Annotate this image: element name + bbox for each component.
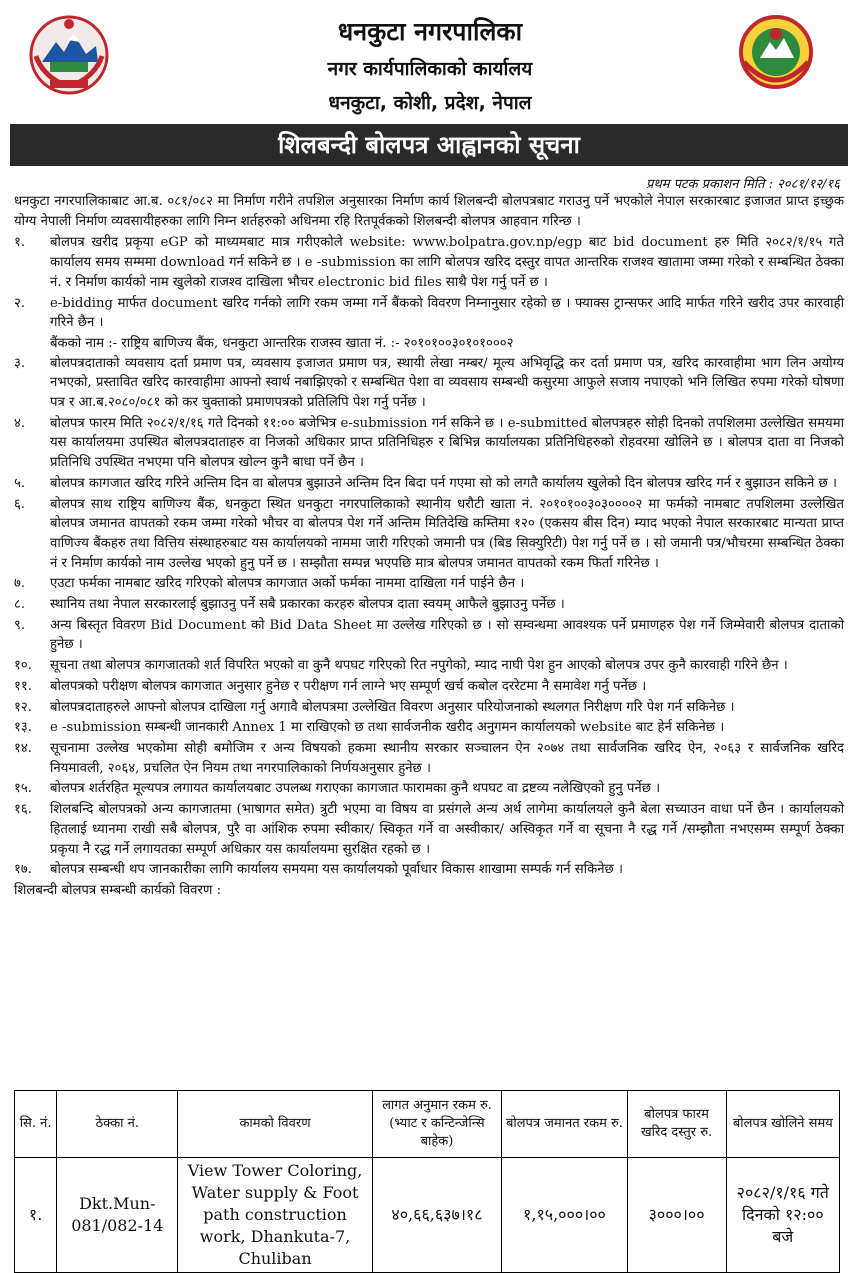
- condition-number: ७.: [14, 576, 26, 592]
- condition-text: सूचना तथा बोलपत्र कागजातको शर्त विपरित भएको वा कुनै थपघट गरिएको रित नपुगेको, म्याद नाघी पेश हुन आएको बोलपत्र उपर कुनै कारवाही गरिने छैन ।: [50, 658, 788, 674]
- condition-text: बोलपत्र खरीद प्रकृया eGP को माध्यमबाट मात्र गरीएकोले website: www.bolpatra.gov.np/egp बाट bid document हरु मिति २०८२/१/१५ गते कार्यालय समय सम्ममा download गर्न सकिने छ । e -submission का लागि बोलपत्र खरिद दस्तुर वापत आन्तरिक राजश्व खातामा जम्मा गरेको र सम्बन्धित ठेक्का नं. र निर्माण कार्यको नाम खुलेको राजश्व दाखिला भौचर electronic bid files साथै पेश गर्नु पर्ने छ ।: [50, 235, 844, 290]
- serial-number-cell: १.: [15, 1158, 57, 1273]
- condition-number: २.: [14, 295, 26, 311]
- column-header: बोलपत्र फारम खरिद दस्तुर रु.: [627, 1091, 726, 1158]
- notice-title: शिलबन्दी बोलपत्र आह्वानको सूचना: [10, 124, 848, 166]
- condition-number: ११.: [14, 678, 32, 694]
- condition-number: १.: [14, 235, 26, 251]
- office-address: धनकुटा, कोशी, प्रदेश, नेपाल: [328, 92, 532, 114]
- condition-text: बोलपत्रदाताहरुले आफ्नो बोलपत्र दाखिला गर्नु अगावै बोलपत्रमा उल्लेखित विवरण अनुसार परियोजनाको स्थलगत निरीक्षण गरि पेश गर्न सकिनेछ ।: [50, 699, 735, 715]
- letterhead: [0, 0, 860, 120]
- intro-paragraph: धनकुटा नगरपालिकाबाट आ.ब. ०८१/०८२ मा निर्माण गरीने तपशिल अनुसारका निर्माण कार्य शिलबन्दी बोलपत्रबाट गराउनु पर्ने भएकोले नेपाल सरकारबाट इजाजत प्राप्त इच्छुक योग्य नेपाली निर्माण व्यवसायीहरुका लागि निम्न शर्तहरुको अधिनमा रहि रितपूर्वकको शिलबन्दी बोलपत्र आहवान गरिन्छ ।: [14, 194, 844, 229]
- table-row: [15, 1158, 840, 1273]
- condition-text: सूचनामा उल्लेख भएकोमा सोही बमोजिम र अन्य विषयको हकमा स्थानीय सरकार सञ्चालन ऐन २०७४ तथा सार्वजनिक खरिद ऐन, २०६३ र सार्वजनिक खरिद नियमावली, २०६४, प्रचलित ऐन नियम तथा नगरपालिकाको निर्णयअनुसार हुनेछ ।: [50, 740, 844, 776]
- cost-estimate-cell: ४०,६६,६३७।१८: [372, 1158, 502, 1273]
- org-name: धनकुटा नगरपालिका: [337, 17, 523, 46]
- condition-text: बोलपत्र शर्तरहित मूल्यपत्र लगायत कार्यालयबाट उपलब्ध गराएका कागजात फारामका कुनै थपघट वा द्रष्टव्य नलेखिएको हुनु पर्नेछ ।: [50, 781, 661, 797]
- condition-number: ८.: [14, 597, 26, 613]
- condition-text: बोलपत्र फारम मिति २०८२/१/१६ गते दिनको ११:०० बजेभित्र e-submission गर्न सकिने छ । e-submitted बोलपत्रहरु सोही दिनको तपशिलमा उल्लेखित समयमा यस कार्यालयमा उपस्थित बोलपत्रदाताहरु वा निजको अधिकार प्राप्त प्रतिनिधिहरु र बिभिन्न कार्यालयका प्रतिनिधिहरुको रोहवरमा खोलिने छ । बोलपत्र दाता वा निजको प्रतिनिधि उपस्थित नभएमा पनि बोलपत्र खोल्न कुनै बाधा पर्ने छैन ।: [50, 415, 844, 471]
- condition-text: बोलपत्र साथ राष्ट्रिय बाणिज्य बैंक, धनकुटा स्थित धनकुटा नगरपालिकाको स्थानीय धरौटी खाता नं. २०१०१००३०३००००२ मा फर्मको नामबाट तपशिलमा उल्लेखित बोलपत्र जमानत वापतको रकम जम्मा गरेको भौचर वा बोलपत्र पेश गर्ने अन्तिम मितिदेखि कम्तिमा १२० (एकसय बीस दिन) म्याद भएको नेपाल सरकारबाट मान्यता प्राप्त वाणिज्य बैंकहरु तथा वित्तिय संस्थाहरुबाट यस कार्यालयको नाममा जारी गरिएको जमानी पत्र (बिड सिक्युरिटी) पेश गर्नु पर्ने छ । सो जमानी पत्र/भौचरमा सम्बन्धित ठेक्का नं र निर्माण कार्यको नाम उल्लेख भएको हुनु पर्ने छ । सम्झौता सम्पन्न भएपछि मात्र बोलपत्र जमानत वापतको रकम फिर्ता गरिनेछ ।: [50, 496, 844, 571]
- condition-item: [14, 574, 844, 594]
- condition-number: १४.: [14, 740, 32, 756]
- condition-text: e-bidding मार्फत document खरिद गर्नको लागि रकम जम्मा गर्ने बैंकको विवरण निम्नानुसार रहेको छ । फ्याक्स ट्रान्सफर आदि मार्फत गरिने खरीद उपर कारवाही गरिने छैन ।: [50, 295, 844, 331]
- condition-text: स्थानिय तथा नेपाल सरकारलाई बुझाउनु पर्ने सबै प्रकारका करहरु बोलपत्र दाता स्वयम् आफैले बुझाउनु पर्नेछ ।: [50, 597, 565, 613]
- column-header: कामको विवरण: [178, 1091, 372, 1158]
- form-fee-cell: ३०००।००: [627, 1158, 726, 1273]
- condition-text: अन्य बिस्तृत विवरण Bid Document को Bid Data Sheet मा उल्लेख गरिएको छ । सो सम्वन्धमा आवश्यक पर्ने प्रमाणहरु पेश गर्ने जिम्मेवारी बोलपत्र दाताको हुनेछ ।: [50, 617, 844, 653]
- condition-item: [14, 718, 844, 738]
- condition-number: ४.: [14, 415, 26, 431]
- bank-detail: बैंकको नाम :- राष्ट्रिय बाणिज्य बैंक, धनकुटा आन्तरिक राजस्व खाता नं. :- २०१०१००३०१०१०००२: [50, 335, 514, 351]
- opening-time-cell: २०८२/१/१६ गते दिनको १२:०० बजे: [726, 1158, 839, 1273]
- condition-item: [14, 656, 844, 676]
- bid-security-cell: १,१५,०००।००: [502, 1158, 627, 1273]
- condition-text: बोलपत्र सम्बन्धी थप जानकारीका लागि कार्यालय समयमा यस कार्यालयको पूर्वाधार विकास शाखामा सम्पर्क गर्न सकिनेछ ।: [50, 862, 623, 878]
- condition-item: [14, 860, 844, 880]
- condition-item: [14, 698, 844, 718]
- column-header: बोलपत्र खोलिने समय: [726, 1091, 839, 1158]
- condition-item: [14, 414, 844, 473]
- condition-number: ५.: [14, 475, 26, 491]
- condition-number: १५.: [14, 781, 32, 797]
- condition-number: १६.: [14, 802, 32, 818]
- condition-item: [14, 616, 844, 655]
- condition-number: १०.: [14, 658, 32, 674]
- notice-body: [14, 192, 844, 901]
- condition-number: १३.: [14, 720, 32, 736]
- condition-number: ९.: [14, 617, 26, 633]
- condition-number: ६.: [14, 496, 26, 512]
- condition-text: बोलपत्रको परीक्षण बोलपत्र कागजात अनुसार हुनेछ र परीक्षण गर्न लाग्ने भए सम्पूर्ण खर्च कबोल दररेटमा नै समावेश गर्नु पर्नेछ ।: [50, 678, 647, 694]
- works-table: [14, 1090, 840, 1273]
- condition-item: [14, 233, 844, 292]
- column-header: लागत अनुमान रकम रु. (भ्याट र कन्टिन्जेन्सि बाहेक): [372, 1091, 502, 1158]
- condition-text: e -submission सम्बन्धी जानकारी Annex 1 मा राखिएको छ तथा सार्वजनीक खरीद अनुगमन कार्यालयको website बाट हेर्न सकिनेछ ।: [50, 720, 725, 736]
- condition-text: शिलबन्दि बोलपत्रको अन्य कागजातमा (भाषागत समेत) त्रुटी भएमा वा विषय वा प्रसंगले अन्य अर्थ लागेमा कार्यालयले कुनै बेला सच्याउन वाधा पर्ने छैन । कार्यालयको हितलाई ध्यानमा राखी सबै बोलपत्र, पुरै वा आंशिक रुपमा स्वीकार/ स्विकृत गर्ने वा अस्वीकार/ अस्विकृत गर्ने वा सूचना नै रद्ध गर्ने /सम्झौता नभएसम्म सम्पूर्ण ठेक्का प्रकृया नै रद्ध गर्ने लगायतका सम्पूर्ण अधिकार यस कार्यालयमा सुरक्षित रहको छ ।: [50, 802, 844, 857]
- condition-number: ३.: [14, 355, 26, 371]
- condition-item: [14, 800, 844, 859]
- publication-date: प्रथम पटक प्रकाशन मिति : २०८१/१२/१६: [645, 177, 840, 192]
- column-header: सि. नं.: [15, 1091, 57, 1158]
- column-header: बोलपत्र जमानत रकम रु.: [502, 1091, 627, 1158]
- conditions-list: [14, 233, 844, 880]
- condition-text: बोलपत्रदाताको व्यवसाय दर्ता प्रमाण पत्र, व्यवसाय इजाजत प्रमाण पत्र, स्थायी लेखा नम्बर/ मूल्य अभिवृद्धि कर दर्ता प्रमाण पत्र, खरिद कारवाहीमा भाग लिन अयोग्य नभएको, प्रस्तावित खरिद कारवाहीमा आफ्नो स्वार्थ नबाझिएको र सम्बन्धित पेशा वा व्यवसाय सम्बन्धी कसुरमा आफुले सजाय नपाएको भनि लिखित रुपमा गरेको घोषणा पत्र र आ.ब.२०८०/०८१ को कर चुक्ताको प्रमाणपत्रको प्रतिलिपि पेश गर्नु पर्नेछ ।: [50, 355, 844, 411]
- work-description-cell: View Tower Coloring, Water supply & Foot path construction work, Dhankuta-7, Chuliban: [178, 1158, 372, 1273]
- condition-item: [14, 779, 844, 799]
- condition-item: [14, 294, 844, 333]
- contract-number-cell: Dkt.Mun-081/082-14: [57, 1158, 178, 1273]
- municipality-logo-icon: [738, 14, 814, 90]
- condition-text: एउटा फर्मका नामबाट खरिद गरिएको बोलपत्र कागजात अर्को फर्मका नाममा दाखिला गर्न पाईने छैन ।: [50, 576, 525, 592]
- condition-item: [14, 595, 844, 615]
- office-name: नगर कार्यपालिकाको कार्यालय: [327, 58, 533, 80]
- condition-item: [14, 474, 844, 494]
- condition-number: १२.: [14, 699, 32, 715]
- condition-text: बोलपत्र कागजात खरिद गरिने अन्तिम दिन वा बोलपत्र बुझाउने अन्तिम दिन बिदा पर्न गएमा सो को लगतै कार्यालय खुलेको दिन बोलपत्र खरिद गर्न र बुझाउन सकिने छ ।: [50, 475, 837, 491]
- condition-item: [14, 354, 844, 413]
- condition-item: [14, 495, 844, 574]
- condition-number: १७.: [14, 862, 32, 878]
- condition-item: [14, 739, 844, 778]
- table-caption: शिलबन्दी बोलपत्र सम्बन्धी कार्यको विवरण :: [14, 882, 222, 898]
- column-header: ठेक्का नं.: [57, 1091, 178, 1158]
- table-header-row: [15, 1091, 840, 1158]
- condition-item: [14, 677, 844, 697]
